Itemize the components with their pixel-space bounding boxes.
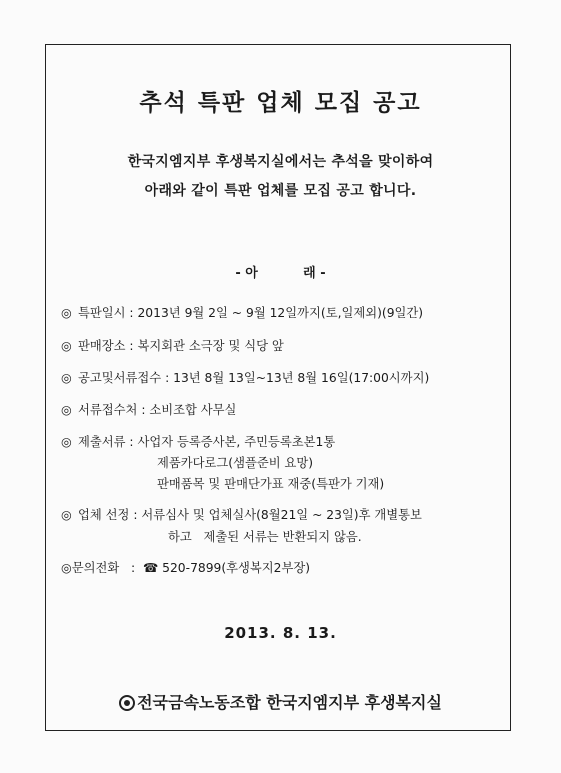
intro-line-2: 아래와 같이 특판 업체를 모집 공고 합니다. bbox=[144, 183, 417, 199]
item-value: 소비조합 사무실 bbox=[149, 403, 237, 417]
item-label: 특판일시 bbox=[78, 306, 126, 320]
bullet-icon: ◎ bbox=[61, 403, 72, 417]
bullet-icon: ◎ bbox=[61, 306, 72, 320]
item-label: 판매장소 bbox=[78, 339, 126, 353]
item-separator: : bbox=[161, 371, 174, 385]
intro-text bbox=[0, 148, 561, 206]
section-heading-text: - 아 래 - bbox=[235, 266, 326, 281]
issuer-name: 전국금속노동조합 한국지엠지부 후생복지실 bbox=[137, 693, 442, 712]
bullet-icon: ◎ bbox=[61, 435, 72, 449]
item-label: 서류접수처 bbox=[78, 403, 138, 417]
item-separator: : bbox=[125, 306, 138, 320]
item-contact-phone bbox=[61, 559, 310, 577]
issuer-footer bbox=[0, 690, 561, 713]
item-sale-location bbox=[61, 337, 284, 355]
item-required-documents bbox=[61, 433, 335, 451]
union-emblem-icon bbox=[119, 695, 135, 711]
item-value: ☎ 520-7899(후생복지2부장) bbox=[142, 561, 311, 575]
item-label: 문의전화 bbox=[71, 561, 120, 575]
item-label: 제출서류 bbox=[78, 435, 126, 449]
item-value: 서류심사 및 업체실사(8월21일 ~ 23일)후 개별통보 bbox=[141, 508, 422, 522]
item-sale-period bbox=[61, 304, 423, 322]
item-separator: : bbox=[137, 403, 150, 417]
item-label: 업체 선정 bbox=[78, 508, 130, 522]
item-vendor-selection bbox=[61, 506, 422, 524]
section-heading bbox=[0, 262, 561, 281]
notice-title: 추석 특판 업체 모집 공고 bbox=[139, 90, 422, 116]
intro-line-1: 한국지엠지부 후생복지실에서는 추석을 맞이하여 bbox=[127, 154, 434, 170]
documents-extra-1: 제품카다로그(샘플준비 요망) bbox=[157, 456, 314, 470]
documents-extra-2: 판매품목 및 판매단가표 재중(특판가 기재) bbox=[157, 477, 385, 491]
item-separator: : bbox=[119, 561, 143, 575]
item-separator: : bbox=[129, 508, 142, 522]
item-value: 2013년 9월 2일 ~ 9월 12일까지(토,일제외)(9일간) bbox=[137, 306, 424, 320]
selection-extra: 하고 제출된 서류는 반환되지 않음. bbox=[168, 530, 362, 544]
bullet-icon: ◎ bbox=[61, 508, 72, 522]
bullet-icon: ◎ bbox=[61, 339, 72, 353]
item-label: 공고및서류접수 bbox=[78, 371, 162, 385]
bullet-icon: ◎ bbox=[61, 561, 72, 575]
item-notice-submission bbox=[61, 369, 429, 387]
item-separator: : bbox=[125, 339, 138, 353]
item-value: 사업자 등록증사본, 주민등록초본1통 bbox=[137, 435, 336, 449]
item-submission-place bbox=[61, 401, 236, 419]
item-value: 13년 8월 13일~13년 8월 16일(17:00시까지) bbox=[173, 371, 430, 385]
item-separator: : bbox=[125, 435, 138, 449]
notice-date: 2013. 8. 13. bbox=[224, 624, 337, 642]
bullet-icon: ◎ bbox=[61, 371, 72, 385]
item-value: 복지회관 소극장 및 식당 앞 bbox=[137, 339, 284, 353]
